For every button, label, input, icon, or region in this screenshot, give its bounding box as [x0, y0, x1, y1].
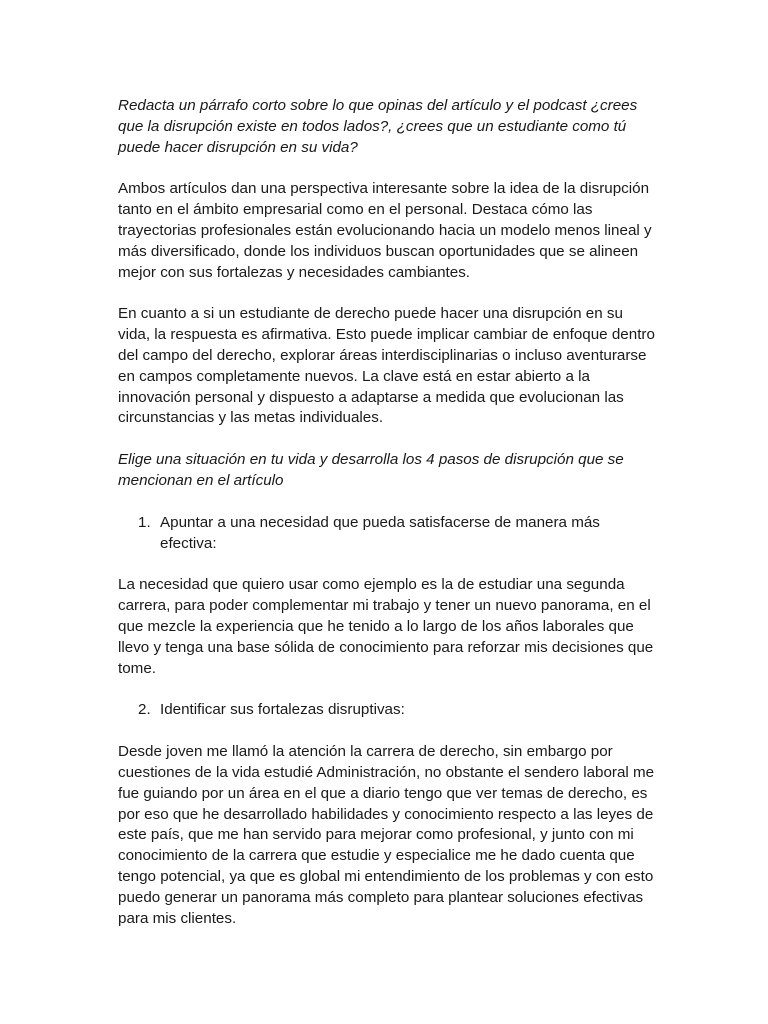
step-2-item [118, 700, 658, 721]
question-1: Redacta un párrafo corto sobre lo que opinas del artículo y el podcast ¿crees que la disrupción existe en todos lados?, ¿crees que un estudiante como tú puede hacer disrupción en su vida? [118, 97, 638, 156]
step-2-number: 2. [138, 701, 151, 719]
step-1-item [118, 513, 658, 555]
document-body [118, 96, 658, 950]
step-1-body: La necesidad que quiero usar como ejemplo es la de estudiar una segunda carrera, para poder complementar mi trabajo y tener un nuevo panorama, en el que mezcle la experiencia que he tenido a lo largo de los años laborales que llevo y tenga una base sólida de conocimiento para reforzar mis decisiones que tome. [118, 576, 654, 677]
question-2: Elige una situación en tu vida y desarrolla los 4 pasos de disrupción que se mencionan en el artículo [118, 451, 624, 489]
step-2-title: Identificar sus fortalezas disruptivas: [160, 701, 405, 719]
step-2-body: Desde joven me llamó la atención la carrera de derecho, sin embargo por cuestiones de la vida estudié Administración, no obstante el sendero laboral me fue guiando por un área en el que a diario tengo que ver temas de derecho, es por eso que he desarrollado habilidades y conocimiento respecto a las leyes de este país, que me han servido para mejorar como profesional, y junto con mi conocimiento de la carrera que estudie y especialice me he dado cuenta que tengo potencial, ya que es global mi entendimiento de los problemas y con esto puedo generar un panorama más completo para plantear soluciones efectivas para mis clientes. [118, 743, 655, 927]
answer-paragraph-1: Ambos artículos dan una perspectiva interesante sobre la idea de la disrupción tanto en el ámbito empresarial como en el personal. Destaca cómo las trayectorias profesionales están evolucionando hacia un modelo menos lineal y más diversificado, donde los individuos buscan oportunidades que se alineen mejor con sus fortalezas y necesidades cambiantes. [118, 180, 652, 281]
step-1-number: 1. [138, 513, 151, 531]
answer-paragraph-2: En cuanto a si un estudiante de derecho puede hacer una disrupción en su vida, la respuesta es afirmativa. Esto puede implicar cambiar de enfoque dentro del campo del derecho, explorar áreas interdisciplinarias o incluso aventurarse en campos completamente nuevos. La clave está en estar abierto a la innovación personal y dispuesto a adaptarse a medida que evolucionan las circunstancias y las metas individuales. [118, 305, 655, 427]
step-1-title: Apuntar a una necesidad que pueda satisfacerse de manera más efectiva: [160, 513, 600, 552]
